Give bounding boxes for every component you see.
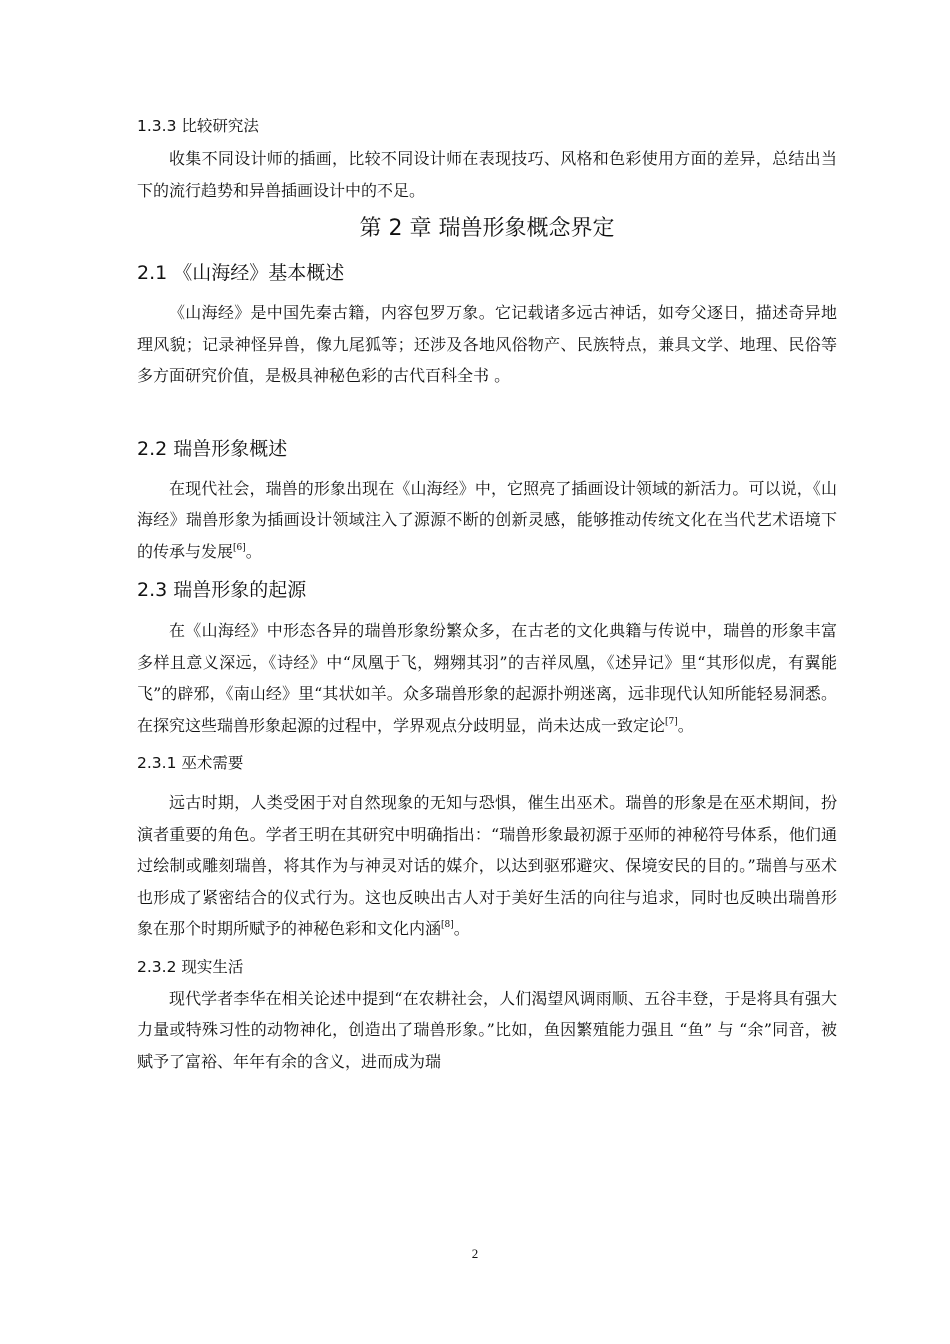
paragraph-witchcraft	[137, 787, 837, 945]
paragraph-text: 在《山海经》中形态各异的瑞兽形象纷繁众多，在古老的文化典籍与传说中，瑞兽的形象丰富多样且意义深远，《诗经》中“凤凰于飞，翙翙其羽”的吉祥凤凰，《述异记》里“其形似虎，有翼能飞”的辟邪，《南山经》里“其状如羊。众多瑞兽形象的起源扑朔迷离，远非现代认知所能轻易洞悉。在探究这些瑞兽形象起源的过程中，学界观点分歧明显，尚未达成一致定论	[137, 621, 837, 735]
chapter-title: 第 2 章 瑞兽形象概念界定	[359, 216, 615, 241]
page-number: 2	[471, 1246, 479, 1261]
page-body	[137, 114, 837, 1077]
section-heading-2-3-2: 2.3.2 现实生活	[137, 957, 244, 976]
paragraph-auspicious-beast-overview	[137, 473, 837, 568]
paragraph-end: 。	[245, 541, 262, 561]
citation-ref: [8]	[441, 920, 454, 930]
paragraph-comparative-method: 收集不同设计师的插画，比较不同设计师在表现技巧、风格和色彩使用方面的差异，总结出当下的流行趋势和异兽插画设计中的不足。	[137, 149, 837, 200]
section-heading-2-3-1: 2.3.1 巫术需要	[137, 754, 244, 772]
section-heading-2-2: 2.2 瑞兽形象概述	[137, 437, 288, 460]
paragraph-end: 。	[453, 919, 470, 938]
paragraph-text: 在现代社会，瑞兽的形象出现在《山海经》中，它照亮了插画设计领域的新活力。可以说，《山海经》瑞兽形象为插画设计领域注入了源源不断的创新灵感，能够推动传统文化在当代艺术语境下的传承与发展	[137, 478, 837, 561]
paragraph-end: 。	[677, 715, 694, 735]
citation-ref: [6]	[233, 542, 246, 553]
paragraph-shanhaijing-overview: 《山海经》是中国先秦古籍，内容包罗万象。它记载诸多远古神话，如夸父逐日，描述奇异地理风貌；记录神怪异兽，像九尾狐等；还涉及各地风俗物产、民族特点，兼具文学、地理、民俗等多方面研究价值，是极具神秘色彩的古代百科全书 。	[137, 303, 837, 385]
citation-ref: [7]	[665, 716, 678, 727]
paragraph-real-life: 现代学者李华在相关论述中提到“在农耕社会，人们渴望风调雨顺、五谷丰登，于是将具有强大力量或特殊习性的动物神化，创造出了瑞兽形象。”比如，鱼因繁殖能力强且 “鱼” 与 “余”同音，被赋予了富裕、年年有余的含义，进而成为瑞	[137, 988, 837, 1071]
paragraph-text: 远古时期，人类受困于对自然现象的无知与恐惧，催生出巫术。瑞兽的形象是在巫术期间，扮演者重要的角色。学者王明在其研究中明确指出：“瑞兽形象最初源于巫师的神秘符号体系，他们通过绘制或雕刻瑞兽，将其作为与神灵对话的媒介，以达到驱邪避灾、保境安民的目的。”瑞兽与巫术也形成了紧密结合的仪式行为。这也反映出古人对于美好生活的向往与追求，同时也反映出瑞兽形象在那个时期所赋予的神秘色彩和文化内涵	[137, 793, 837, 938]
section-heading-2-1: 2.1 《山海经》基本概述	[137, 262, 345, 284]
section-heading-2-3: 2.3 瑞兽形象的起源	[137, 579, 307, 601]
paragraph-beast-origin	[137, 615, 837, 741]
section-heading-1-3-3: 1.3.3 比较研究法	[137, 117, 259, 135]
